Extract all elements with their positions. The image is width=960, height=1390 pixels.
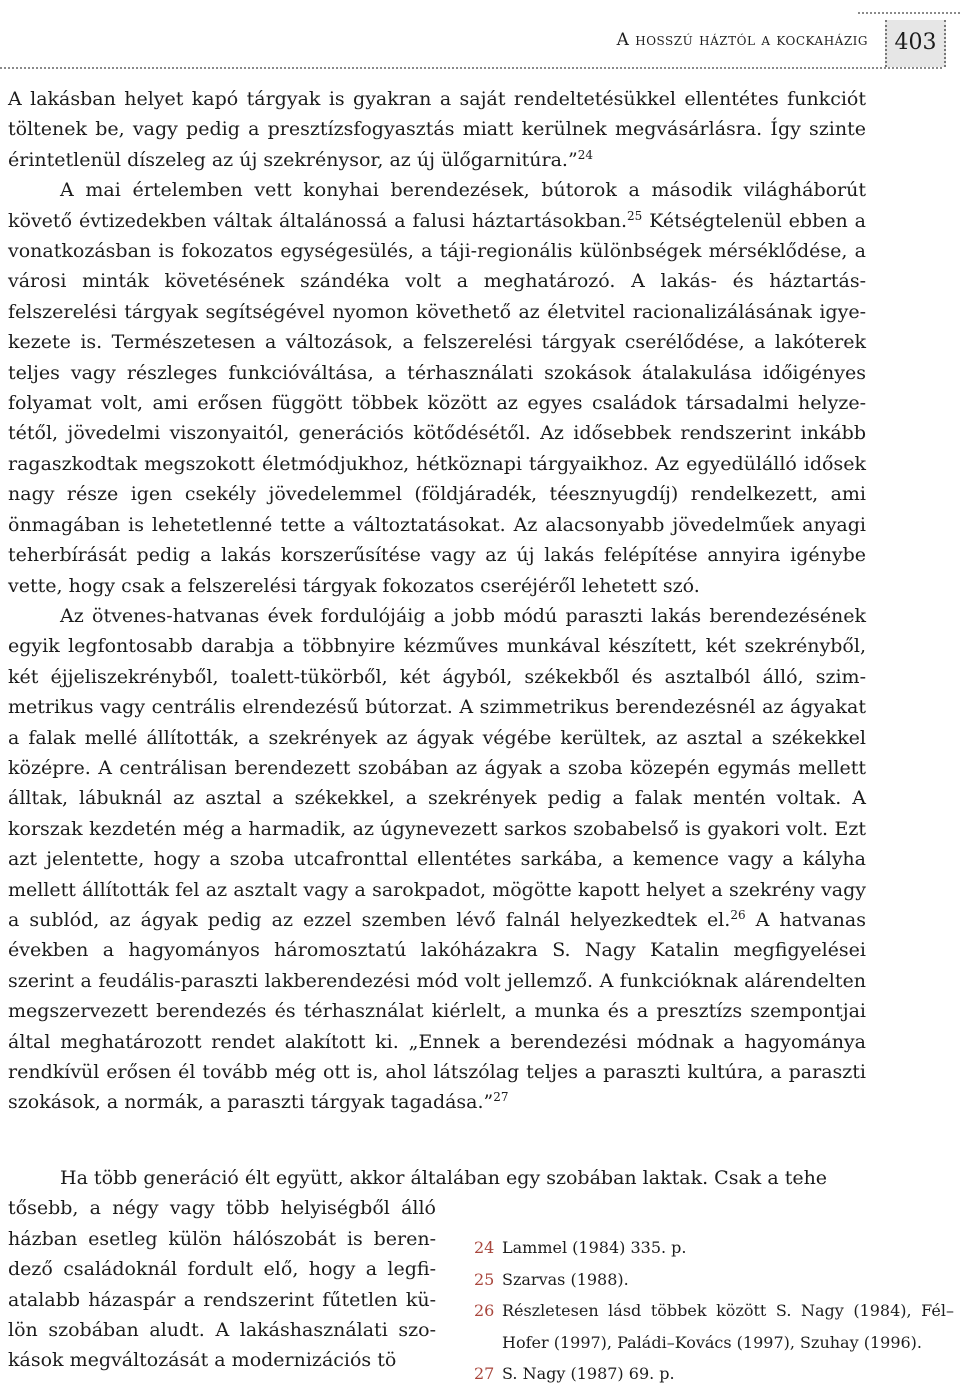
footnote-27 bbox=[474, 1358, 954, 1390]
footnote-number: 27 bbox=[474, 1364, 495, 1383]
paragraph-1 bbox=[8, 84, 866, 175]
paragraph-2-text-a: A mai értelemben vett konyhai berendezések, bútorok a második világháborút követő évtizedekben váltak általánossá a falusi háztartásokban. bbox=[8, 179, 866, 232]
page-header bbox=[0, 0, 960, 80]
paragraph-2 bbox=[8, 175, 866, 601]
footnotes bbox=[474, 1232, 954, 1390]
footnote-number: 26 bbox=[474, 1301, 495, 1320]
header-dotted-rule bbox=[0, 67, 942, 69]
footnote-ref-26[interactable]: 26 bbox=[730, 907, 746, 922]
footnote-24 bbox=[474, 1232, 954, 1264]
paragraph-3-text-a: Az ötvenes-hatvanas évek fordulójáig a jobb módú paraszti lakás berendezésének egyik legfontosabb darabja a többnyire kézműves munkával készített, két szekrényből, két éjjeliszekrényből, toalett-tükörből, két ágyból, székekből és asztalból álló, szimmetrikus vagy centrális elrendezésű bútorzat. A szimmetrikus berendezésnél az ágyakat a falak mellé állították, a szekrények az ágyak végébe kerültek, az asztal a székekkel középre. A centrálisan berendezett szobában az ágyak a szoba közepén egymás mellett álltak, lábuknál az asztal a székekkel, a szekrények pedig a falak mentén voltak. A korszak kezdetén még a harmadik, az úgynevezett sarkos szobabelső is gyakori volt. Ezt azt jelentette, hogy a szoba utcafronttal ellentétes sarkába, a kemence vagy a kályha mellett állították fel az asztalt vagy a sarokpadot, mögötte kapott helyet a szekrény vagy a sublód, az ágyak pedig az ezzel szemben lévő falnál helyezkedtek el. bbox=[8, 604, 866, 931]
footnote-text: Lammel (1984) 335. p. bbox=[502, 1238, 687, 1257]
footnote-25 bbox=[474, 1264, 954, 1296]
running-title: A hosszú háztól a kockaházig bbox=[616, 30, 868, 50]
paragraph-2-text-b: Kétségtelenül ebben a vonatkozásban is fokozatos egységesülés, a táji-regionális különbségek mérséklődése, a városi minták követésének szándéka volt a meghatározó. A lakás- és háztartásfelszerelési tárgyak segítségével nyomon követhető az életvitel racionalizálásának igyekezete is. Természetesen a változások, a felszerelési tárgyak cserélődése, a lakóterek teljes vagy részleges funkcióváltása, a térhasználati szokások átalakulása időigényes folyamat volt, ami erősen függött többek között az egyes családok társadalmi helyzetétől, jövedelmi viszonyaitól, generációs kötődésétől. Az idősebbek rendszerint inkább ragaszkodtak megszokott életmódjukhoz, hétköznapi tárgyaikhoz. Az egyedülálló idősek nagy része igen csekély jövedelemmel (földjáradék, téesznyugdíj) rendelkezett, ami önmagában is lehetetlenné tette a változtatásokat. Az alacsonyabb jövedelműek anyagi teherbírását pedig a lakás korszerűsítése vagy az új lakás felépítése annyira igénybe vette, hogy csak a felszerelési tárgyak fokozatos cseréjéről lehetett szó. bbox=[8, 209, 866, 597]
footnote-number: 24 bbox=[474, 1238, 495, 1257]
main-text bbox=[8, 84, 866, 1118]
footnote-26 bbox=[474, 1295, 954, 1358]
paragraph-4-first-line: Ha több generáció élt együtt, akkor általában egy szobában laktak. Csak a tehe bbox=[60, 1167, 828, 1189]
footnote-ref-27[interactable]: 27 bbox=[493, 1090, 509, 1105]
paragraph-3 bbox=[8, 601, 866, 1118]
paragraph-4-column: tősebb, a négy vagy több helyiségből álló házban esetleg külön hálószobát is berendező családoknál fordult elő, hogy a legfiatalabb házaspár a rendszerint fűtetlen külön szobában aludt. A lakáshasználati szokások megváltozását a modernizációs tö bbox=[8, 1197, 436, 1372]
page-number-box bbox=[885, 20, 946, 67]
footnote-text: Részletesen lásd többek között S. Nagy (1984), Fél–Hofer (1997), Paládi–Kovács (1997), Szuhay (1996). bbox=[502, 1301, 954, 1352]
footnote-text: S. Nagy (1987) 69. p. bbox=[502, 1364, 675, 1383]
header-dotted-rule-top bbox=[858, 12, 960, 14]
footnote-number: 25 bbox=[474, 1269, 495, 1289]
page-number: 403 bbox=[894, 30, 937, 55]
footnote-ref-24[interactable]: 24 bbox=[577, 147, 593, 162]
footnote-ref-25[interactable]: 25 bbox=[627, 208, 643, 223]
paragraph-3-text-b: A hatvanas években a hagyományos háromosztatú lakóházakra S. Nagy Katalin megfigyelései szerint a feudális-paraszti lakberendezési mód volt jellemző. A funkcióknak alárendelten megszervezett berendezés és térhasználat kiérlelt, a munka és a presztízs szempontjai által meghatározott rendet alakított ki. „Ennek a berendezési módnak a hagyománya rendkívül erősen él tovább még ott is, ahol látszólag teljes a paraszti kultúra, a paraszti szokások, a normák, a paraszti tárgyak tagadása.” bbox=[8, 908, 866, 1114]
paragraph-1-text: A lakásban helyet kapó tárgyak is gyakran a saját rendeltetésükkel ellentétes funkciót töltenek be, vagy pedig a presztízsfogyasztás miatt kerülnek megvásárlásra. Így szinte érintetlenül díszeleg az új szekrénysor, az új ülőgarnitúra.” bbox=[8, 88, 866, 171]
footnote-text: Szarvas (1988). bbox=[502, 1269, 629, 1289]
